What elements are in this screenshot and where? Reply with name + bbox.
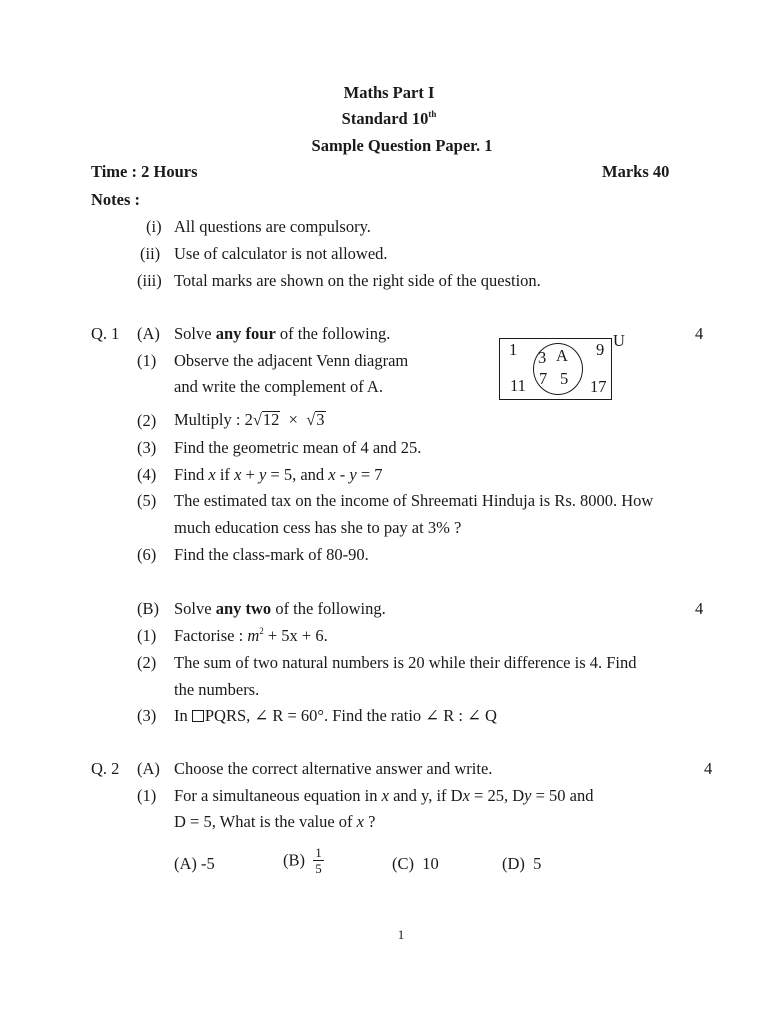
item-number: (3) [137, 706, 157, 725]
note-number: (i) [146, 217, 162, 236]
option-a: (A) -5 [174, 854, 215, 873]
option-d: (D) 5 [502, 854, 542, 873]
venn-universal-label: U [613, 331, 625, 350]
item-text: Find the class-mark of 80-90. [174, 545, 369, 564]
section-marks: 4 [695, 599, 704, 618]
section-label: (A) [137, 324, 160, 343]
note-text: Total marks are shown on the right side of the question. [174, 271, 541, 290]
item-number: (1) [137, 786, 157, 805]
venn-element: 7 [539, 369, 548, 388]
quadrilateral-icon [192, 710, 204, 722]
option-b: (B) $\frac{1}{5}$ [283, 845, 322, 876]
question-number: Q. 2 [91, 759, 120, 778]
item-number: (1) [137, 626, 157, 645]
fraction: $\frac{1}{5}$ [315, 845, 322, 876]
item-text: Observe the adjacent Venn diagram [174, 351, 409, 370]
item-text: In PQRS, ∠ R = 60°. Find the ratio ∠ R : ∠ Q [174, 706, 497, 725]
section-instruction: Solve any two of the following. [174, 599, 386, 618]
section-marks: 4 [704, 759, 713, 778]
note-text: Use of calculator is not allowed. [174, 244, 388, 263]
paper-subtitle: Sample Question Paper. 1 [311, 136, 493, 155]
section-label: (A) [137, 759, 160, 778]
section-instruction: Choose the correct alternative answer and write. [174, 759, 493, 778]
section-label: (B) [137, 599, 159, 618]
total-marks: Marks 40 [602, 162, 670, 181]
venn-diagram [499, 338, 612, 400]
item-number: (3) [137, 438, 157, 457]
item-text: Find the geometric mean of 4 and 25. [174, 438, 422, 457]
venn-set-label: A [556, 346, 568, 365]
item-text: much education cess has she to pay at 3% ? [174, 518, 462, 537]
item-text: and write the complement of A. [174, 377, 383, 396]
notes-heading: Notes : [91, 190, 141, 209]
item-text: Factorise : $m^2 + 5x + 6$. [174, 626, 328, 645]
venn-element: 9 [596, 340, 605, 359]
venn-element: 1 [509, 340, 518, 359]
item-text: the numbers. [174, 680, 260, 699]
note-number: (iii) [137, 271, 162, 290]
page-number: 1 [397, 927, 405, 942]
paper-title: Maths Part I [343, 83, 435, 102]
venn-element: 11 [510, 376, 526, 395]
item-text: Find x if x + y = 5, and x - y = 7 [174, 465, 383, 484]
item-number: (5) [137, 491, 157, 510]
question-number: Q. 1 [91, 324, 120, 343]
item-number: (2) [137, 411, 157, 430]
venn-element: 17 [590, 377, 607, 396]
item-number: (6) [137, 545, 157, 564]
item-number: (1) [137, 351, 157, 370]
item-text: The sum of two natural numbers is 20 while their difference is 4. Find [174, 653, 637, 672]
venn-element: 3 [538, 348, 547, 367]
item-text: For a simultaneous equation in x and y, if Dx = 25, Dy = 50 and [174, 786, 594, 805]
section-marks: 4 [695, 324, 704, 343]
sqrt-symbol: √3 [306, 410, 325, 429]
note-text: All questions are compulsory. [174, 217, 371, 236]
note-number: (ii) [140, 244, 161, 263]
item-text: Multiply : 2√12 × √3 [174, 410, 325, 429]
option-c: (C) 10 [392, 854, 439, 873]
venn-element: 5 [560, 369, 569, 388]
item-text: D = 5, What is the value of x ? [174, 812, 376, 831]
item-text: The estimated tax on the income of Shreemati Hinduja is Rs. 8000. How [174, 491, 654, 510]
item-number: (2) [137, 653, 157, 672]
item-number: (4) [137, 465, 157, 484]
standard-heading: Standard 10th [341, 109, 437, 128]
time-label: Time : 2 Hours [91, 162, 198, 181]
section-instruction: Solve any four of the following. [174, 324, 391, 343]
sqrt-symbol: √12 [252, 410, 280, 429]
